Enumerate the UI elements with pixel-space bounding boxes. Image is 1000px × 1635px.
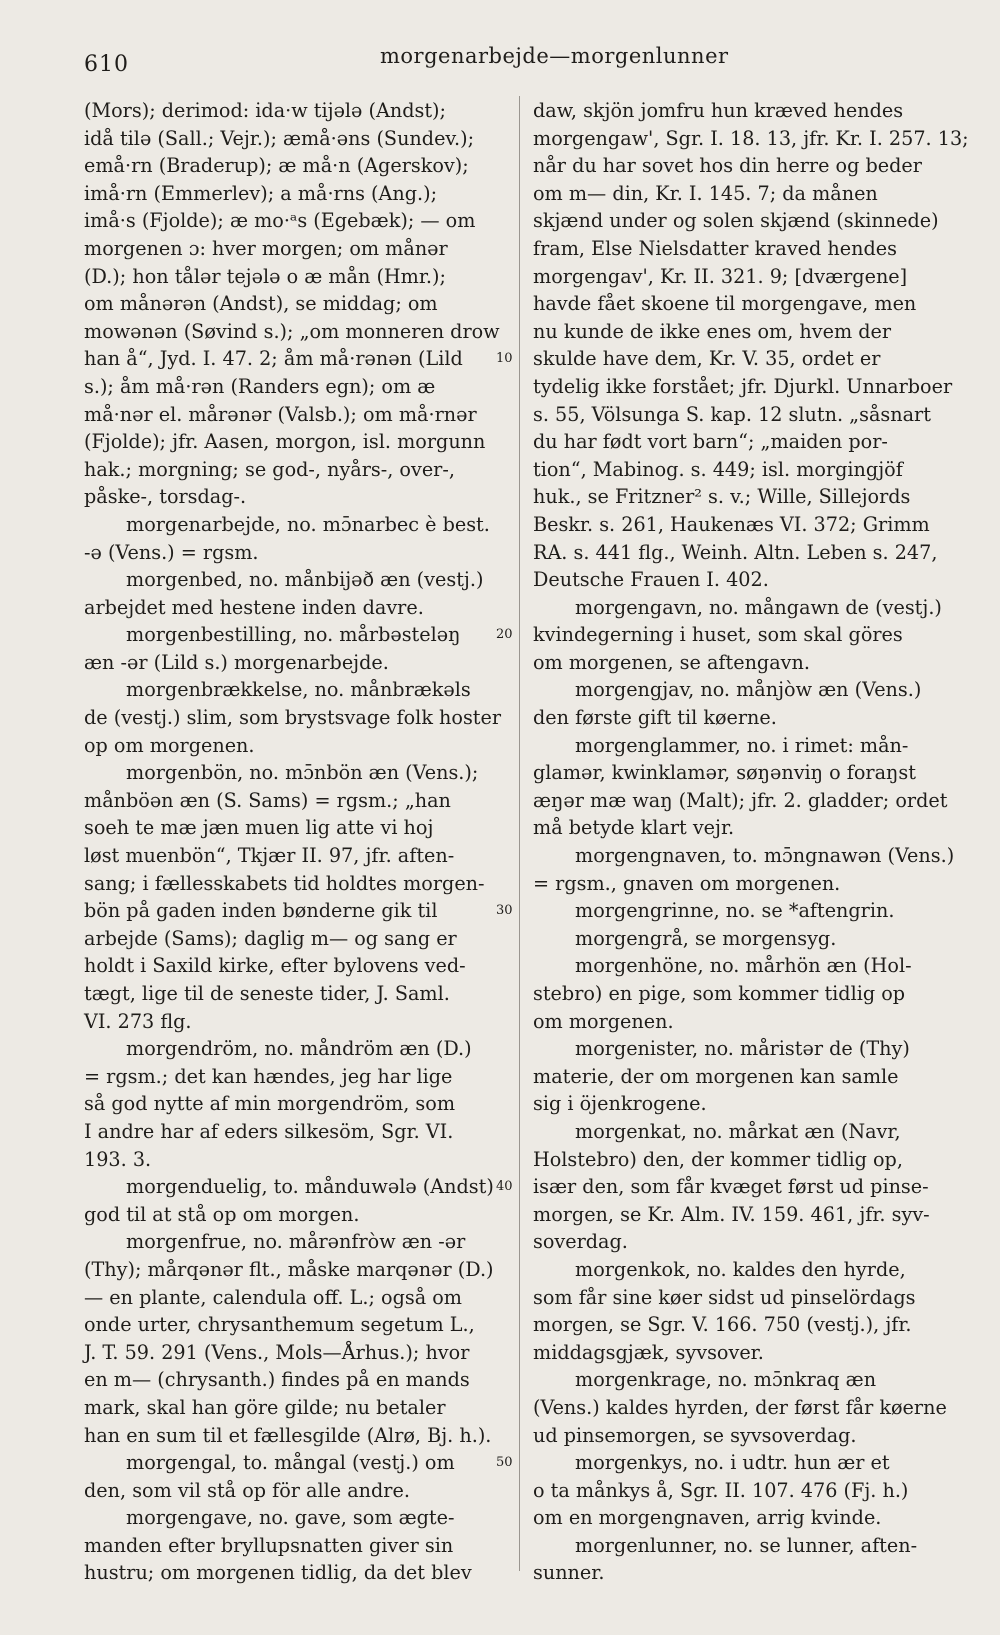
text-line: holdt i Saxild kirke, efter bylovens ved- (84, 954, 466, 978)
text-line: morgenkrage, no. mɔ̄nkraq æn (575, 1368, 877, 1392)
text-line: æŋər mæ waŋ (Malt); jfr. 2. gladder; ordet (533, 788, 948, 812)
text-line: havde fået skoene til morgengave, men (533, 292, 917, 316)
column-divider (519, 96, 520, 1571)
text-line: middagsgjæk, syvsover. (533, 1340, 764, 1364)
text-line: = rgsm.; det kan hændes, jeg har lige (84, 1064, 453, 1088)
text-line: morgenlunner, no. se lunner, aften- (575, 1533, 918, 1557)
text-line: Deutsche Frauen I. 402. (533, 568, 769, 592)
text-line: sig i öjenkrogene. (533, 1092, 707, 1116)
text-line: om morgenen. (533, 1009, 674, 1033)
text-line: påske-, torsdag-. (84, 485, 247, 509)
text-line: onde urter, chrysanthemum segetum L., (84, 1313, 475, 1337)
text-line: morgengrinne, no. se *aftengrin. (575, 899, 895, 923)
text-line: især den, som får kvæget først ud pinse- (533, 1175, 929, 1199)
text-line: morgenkys, no. i udtr. hun ær et (575, 1451, 890, 1475)
text-line: -ə (Vens.) = rgsm. (84, 540, 259, 564)
text-line: tydelig ikke forstået; jfr. Djurkl. Unnarboer (533, 374, 953, 398)
text-line: må betyde klart vejr. (533, 816, 735, 840)
text-line: morgenfrue, no. mårənfròw æn -ər (126, 1230, 466, 1254)
text-line: om en morgengnaven, arrig kvinde. (533, 1506, 882, 1530)
line-number: 40 (496, 1179, 513, 1195)
text-line: månböən æn (S. Sams) = rgsm.; „han (84, 788, 451, 812)
text-line: I andre har af eders silkesöm, Sgr. VI. (84, 1119, 454, 1143)
text-line: idå tilə (Sall.; Vejr.); æmå·əns (Sundev.); (84, 126, 475, 150)
text-line: om morgenen, se aftengavn. (533, 650, 810, 674)
right-column (533, 97, 973, 1587)
text-line: den første gift til køerne. (533, 706, 777, 730)
text-line: Holstebro) den, der kommer tidlig op, (533, 1147, 903, 1171)
text-line: æn -ər (Lild s.) morgenarbejde. (84, 650, 389, 674)
text-line: morgenister, no. måristər de (Thy) (575, 1037, 910, 1061)
text-line: morgengrå, se morgensyg. (575, 926, 837, 950)
text-line: morgendröm, no. måndröm æn (D.) (126, 1037, 472, 1061)
text-line: morgenbön, no. mɔ̄nbön æn (Vens.); (126, 761, 479, 785)
text-line: s.); åm må·rən (Randers egn); om æ (84, 374, 436, 398)
text-line: han å“, Jyd. I. 47. 2; åm må·rənən (Lild (84, 347, 463, 371)
text-line: morgengave, no. gave, som ægte- (126, 1506, 455, 1530)
text-line: mark, skal han göre gilde; nu betaler (84, 1395, 446, 1419)
text-line: (Fjolde); jfr. Aasen, morgon, isl. morgunn (84, 430, 486, 454)
text-line: den, som vil stå op för alle andre. (84, 1478, 410, 1502)
text-line: god til at stå op om morgen. (84, 1202, 360, 1226)
text-line: sang; i fællesskabets tid holdtes morgen- (84, 871, 485, 895)
text-line: soeh te mæ jæn muen lig atte vi hoj (84, 816, 434, 840)
text-line: hustru; om morgenen tidlig, da det blev (84, 1561, 472, 1585)
running-title: morgenarbejde—morgenlunner (380, 44, 729, 68)
line-number: 50 (496, 1455, 513, 1471)
text-line: så god nytte af min morgendröm, som (84, 1092, 456, 1116)
text-line: morgengnaven, to. mɔ̄ngnawən (Vens.) (575, 844, 955, 868)
text-line: morgengaw', Sgr. I. 18. 13, jfr. Kr. I. 257. 13; (533, 126, 969, 150)
text-line: når du har sovet hos din herre og beder (533, 154, 922, 178)
text-line: imå·s (Fjolde); æ mo·ᵃs (Egebæk); — om (84, 209, 476, 233)
text-line: J. T. 59. 291 (Vens., Mols—Århus.); hvor (84, 1340, 470, 1364)
text-line: morgenglammer, no. i rimet: mån- (575, 733, 909, 757)
text-line: daw, skjön jomfru hun kræved hendes (533, 99, 904, 122)
text-line: materie, der om morgenen kan samle (533, 1064, 899, 1088)
text-line: morgenhöne, no. mårhön æn (Hol- (575, 954, 912, 978)
text-line: (D.); hon tålər tejələ o æ mån (Hmr.); (84, 264, 446, 288)
text-line: Beskr. s. 261, Haukenæs VI. 372; Grimm (533, 512, 930, 536)
text-line: morgenbed, no. månbijəð æn (vestj.) (126, 568, 484, 592)
text-line: du har født vort barn“; „maiden por- (533, 430, 888, 454)
text-line: skjænd under og solen skjænd (skinnede) (533, 209, 939, 233)
text-line: morgengavn, no. mångawn de (vestj.) (575, 595, 942, 619)
text-line: morgenduelig, to. månduwələ (Andst) (126, 1175, 494, 1199)
text-line: bön på gaden inden bønderne gik til (84, 899, 438, 923)
text-line: morgengal, to. mångal (vestj.) om (126, 1451, 455, 1475)
text-line: arbejdet med hestene inden davre. (84, 595, 424, 619)
text-line: en m— (chrysanth.) findes på en mands (84, 1368, 470, 1392)
text-line: morgenen ɔ: hver morgen; om månər (84, 236, 448, 260)
line-number: 20 (496, 627, 513, 643)
text-line: tægt, lige til de seneste tider, J. Saml. (84, 982, 450, 1005)
text-line: (Mors); derimod: ida·w tijələ (Andst); (84, 99, 447, 122)
text-line: tion“, Mabinog. s. 449; isl. morgingjöf (533, 457, 903, 481)
line-number: 30 (496, 903, 513, 919)
text-line: hak.; morgning; se god-, nyårs-, over-, (84, 457, 455, 481)
page-header (0, 40, 1000, 80)
text-line: 193. 3. (84, 1147, 152, 1171)
text-line: (Vens.) kaldes hyrden, der først får køerne (533, 1395, 947, 1419)
text-line: morgen, se Sgr. V. 166. 750 (vestj.), jfr. (533, 1313, 912, 1337)
text-line: de (vestj.) slim, som brystsvage folk hoster (84, 706, 502, 730)
line-number: 10 (496, 351, 513, 367)
text-line: imå·rn (Emmerlev); a må·rns (Ang.); (84, 181, 438, 205)
text-line: huk., se Fritzner² s. v.; Wille, Sillejords (533, 485, 911, 509)
text-line: han en sum til et fællesgilde (Alrø, Bj. h.). (84, 1423, 492, 1447)
text-line: morgenkok, no. kaldes den hyrde, (575, 1257, 906, 1281)
text-line: som får sine køer sidst ud pinselördags (533, 1285, 916, 1309)
text-line: manden efter bryllupsnatten giver sin (84, 1533, 454, 1557)
text-line: VI. 273 flg. (84, 1009, 192, 1033)
text-line: må·nər el. mårənər (Valsb.); om må·rnər (84, 402, 477, 426)
text-line: o ta månkys å, Sgr. II. 107. 476 (Fj. h.) (533, 1478, 909, 1502)
page-number: 610 (84, 52, 129, 77)
text-line: om m— din, Kr. I. 145. 7; da månen (533, 181, 878, 205)
text-line: — en plante, calendula off. L.; også om (84, 1285, 462, 1309)
text-line: morgenkat, no. mårkat æn (Navr, (575, 1119, 901, 1143)
text-line: op om morgenen. (84, 733, 255, 757)
text-line: sunner. (533, 1561, 605, 1585)
text-line: s. 55, Völsunga S. kap. 12 slutn. „såsnart (533, 402, 931, 426)
text-line: morgengav', Kr. II. 321. 9; [dværgene] (533, 264, 908, 288)
text-line: soverdag. (533, 1230, 628, 1254)
text-line: ud pinsemorgen, se syvsoverdag. (533, 1423, 857, 1447)
text-line: morgenbrækkelse, no. månbrækəls (126, 678, 471, 702)
text-line: mowənən (Søvind s.); „om monneren drow (84, 319, 500, 343)
text-line: = rgsm., gnaven om morgenen. (533, 871, 841, 895)
text-line: kvindegerning i huset, som skal göres (533, 623, 903, 647)
text-line: glamər, kwinklamər, søŋənviŋ o foraŋst (533, 761, 916, 785)
text-line: fram, Else Nielsdatter kraved hendes (533, 236, 897, 260)
text-line: skulde have dem, Kr. V. 35, ordet er (533, 347, 881, 371)
text-line: morgenarbejde, no. mɔ̄narbec è best. (126, 512, 490, 536)
text-line: morgengjav, no. månjòw æn (Vens.) (575, 678, 922, 702)
text-line: om månərən (Andst), se middag; om (84, 292, 438, 316)
text-line: arbejde (Sams); daglig m— og sang er (84, 926, 457, 950)
text-line: emå·rn (Braderup); æ må·n (Agerskov); (84, 154, 469, 178)
text-line: nu kunde de ikke enes om, hvem der (533, 319, 892, 343)
text-line: løst muenbön“, Tkjær II. 97, jfr. aften- (84, 844, 455, 868)
text-line: morgenbestilling, no. mårbəsteləŋ (126, 623, 461, 647)
text-line: (Thy); mårqənər flt., måske marqənər (D.) (84, 1257, 494, 1281)
text-line: RA. s. 441 flg., Weinh. Altn. Leben s. 247, (533, 540, 938, 564)
text-line: stebro) en pige, som kommer tidlig op (533, 982, 906, 1005)
text-line: morgen, se Kr. Alm. IV. 159. 461, jfr. syv- (533, 1202, 930, 1226)
left-column (84, 97, 514, 1587)
